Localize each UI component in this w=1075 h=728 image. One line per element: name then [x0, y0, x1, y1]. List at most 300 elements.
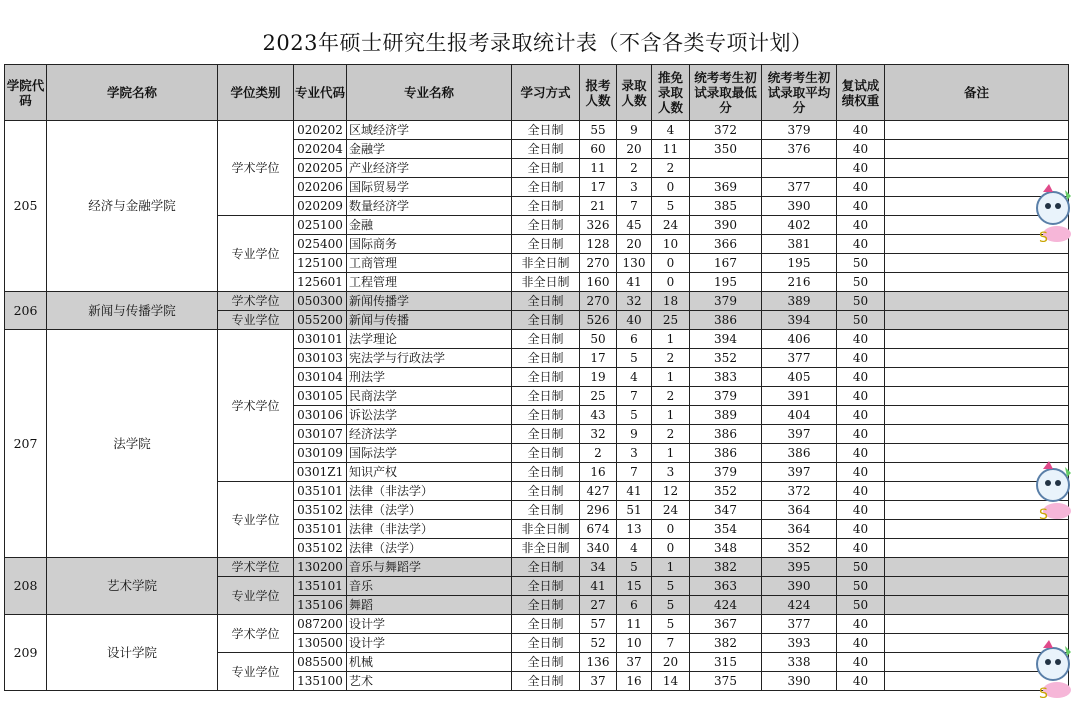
header-major-name: 专业名称 — [347, 65, 512, 121]
degree-type: 学术学位 — [218, 121, 294, 216]
major-code: 125601 — [294, 273, 347, 292]
major-name: 经济法学 — [347, 425, 512, 444]
study-mode: 非全日制 — [512, 539, 580, 558]
major-name: 工程管理 — [347, 273, 512, 292]
recommended: 5 — [652, 596, 690, 615]
avg-score: 377 — [762, 615, 837, 634]
study-mode: 全日制 — [512, 292, 580, 311]
cartoon-sticker-icon — [1027, 455, 1075, 527]
recommended: 2 — [652, 349, 690, 368]
avg-score: 395 — [762, 558, 837, 577]
applicants: 270 — [580, 292, 617, 311]
retest-weight: 50 — [837, 596, 885, 615]
admitted: 3 — [617, 444, 652, 463]
table-row — [5, 558, 1069, 577]
avg-score: 381 — [762, 235, 837, 254]
admitted: 13 — [617, 520, 652, 539]
major-code: 035102 — [294, 539, 347, 558]
major-code: 035101 — [294, 520, 347, 539]
study-mode: 全日制 — [512, 406, 580, 425]
study-mode: 全日制 — [512, 387, 580, 406]
major-code: 025100 — [294, 216, 347, 235]
cartoon-sticker-icon — [1027, 634, 1075, 706]
admitted: 5 — [617, 406, 652, 425]
min-score: 363 — [690, 577, 762, 596]
min-score: 352 — [690, 482, 762, 501]
recommended: 2 — [652, 425, 690, 444]
major-name: 数量经济学 — [347, 197, 512, 216]
admitted: 11 — [617, 615, 652, 634]
retest-weight: 40 — [837, 140, 885, 159]
study-mode: 全日制 — [512, 140, 580, 159]
header-major-code: 专业代码 — [294, 65, 347, 121]
applicants: 160 — [580, 273, 617, 292]
admitted: 40 — [617, 311, 652, 330]
recommended: 24 — [652, 216, 690, 235]
avg-score: 377 — [762, 178, 837, 197]
table-row — [5, 292, 1069, 311]
applicants: 60 — [580, 140, 617, 159]
major-name: 工商管理 — [347, 254, 512, 273]
college-name: 新闻与传播学院 — [47, 292, 218, 330]
recommended: 7 — [652, 634, 690, 653]
remarks-cell — [885, 387, 1069, 406]
remarks-cell — [885, 406, 1069, 425]
applicants: 19 — [580, 368, 617, 387]
header-applicants: 报考人数 — [580, 65, 617, 121]
college-code: 209 — [5, 615, 47, 691]
min-score: 390 — [690, 216, 762, 235]
min-score: 375 — [690, 672, 762, 691]
study-mode: 全日制 — [512, 615, 580, 634]
remarks-cell — [885, 273, 1069, 292]
admitted: 6 — [617, 596, 652, 615]
avg-score: 338 — [762, 653, 837, 672]
min-score: 167 — [690, 254, 762, 273]
min-score: 385 — [690, 197, 762, 216]
major-code: 085500 — [294, 653, 347, 672]
admitted: 6 — [617, 330, 652, 349]
avg-score: 402 — [762, 216, 837, 235]
college-code: 207 — [5, 330, 47, 558]
avg-score: 390 — [762, 577, 837, 596]
recommended: 1 — [652, 330, 690, 349]
study-mode: 全日制 — [512, 159, 580, 178]
header-college-name: 学院名称 — [47, 65, 218, 121]
college-name: 艺术学院 — [47, 558, 218, 615]
retest-weight: 40 — [837, 387, 885, 406]
degree-type: 专业学位 — [218, 482, 294, 558]
retest-weight: 40 — [837, 197, 885, 216]
remarks-cell — [885, 121, 1069, 140]
major-name: 诉讼法学 — [347, 406, 512, 425]
min-score: 367 — [690, 615, 762, 634]
major-code: 130500 — [294, 634, 347, 653]
avg-score: 397 — [762, 463, 837, 482]
recommended: 11 — [652, 140, 690, 159]
min-score: 379 — [690, 463, 762, 482]
study-mode: 非全日制 — [512, 520, 580, 539]
major-name: 法律（法学） — [347, 539, 512, 558]
major-code: 030105 — [294, 387, 347, 406]
recommended: 1 — [652, 444, 690, 463]
admitted: 2 — [617, 159, 652, 178]
major-code: 020209 — [294, 197, 347, 216]
min-score: 424 — [690, 596, 762, 615]
avg-score: 376 — [762, 140, 837, 159]
recommended: 24 — [652, 501, 690, 520]
retest-weight: 40 — [837, 349, 885, 368]
avg-score: 394 — [762, 311, 837, 330]
major-name: 法律（非法学） — [347, 482, 512, 501]
min-score: 394 — [690, 330, 762, 349]
avg-score: 377 — [762, 349, 837, 368]
avg-score: 352 — [762, 539, 837, 558]
major-name: 舞蹈 — [347, 596, 512, 615]
retest-weight: 50 — [837, 273, 885, 292]
retest-weight: 40 — [837, 444, 885, 463]
remarks-cell — [885, 539, 1069, 558]
admitted: 5 — [617, 558, 652, 577]
recommended: 0 — [652, 254, 690, 273]
study-mode: 全日制 — [512, 501, 580, 520]
retest-weight: 40 — [837, 159, 885, 178]
major-name: 音乐与舞蹈学 — [347, 558, 512, 577]
major-code: 135101 — [294, 577, 347, 596]
major-name: 国际商务 — [347, 235, 512, 254]
retest-weight: 40 — [837, 653, 885, 672]
major-name: 音乐 — [347, 577, 512, 596]
admitted: 15 — [617, 577, 652, 596]
major-code: 030107 — [294, 425, 347, 444]
major-name: 国际法学 — [347, 444, 512, 463]
remarks-cell — [885, 577, 1069, 596]
major-name: 宪法学与行政法学 — [347, 349, 512, 368]
retest-weight: 40 — [837, 235, 885, 254]
avg-score: 195 — [762, 254, 837, 273]
applicants: 37 — [580, 672, 617, 691]
major-code: 030109 — [294, 444, 347, 463]
admitted: 130 — [617, 254, 652, 273]
applicants: 136 — [580, 653, 617, 672]
min-score: 382 — [690, 558, 762, 577]
recommended: 14 — [652, 672, 690, 691]
recommended: 0 — [652, 520, 690, 539]
degree-type: 学术学位 — [218, 292, 294, 311]
admitted: 45 — [617, 216, 652, 235]
major-name: 新闻与传播 — [347, 311, 512, 330]
retest-weight: 50 — [837, 254, 885, 273]
retest-weight: 40 — [837, 672, 885, 691]
avg-score: 406 — [762, 330, 837, 349]
table-row — [5, 330, 1069, 349]
min-score: 348 — [690, 539, 762, 558]
admitted: 20 — [617, 140, 652, 159]
min-score: 383 — [690, 368, 762, 387]
remarks-cell — [885, 330, 1069, 349]
retest-weight: 50 — [837, 292, 885, 311]
study-mode: 全日制 — [512, 596, 580, 615]
remarks-cell — [885, 349, 1069, 368]
avg-score: 364 — [762, 520, 837, 539]
min-score: 386 — [690, 311, 762, 330]
remarks-cell — [885, 159, 1069, 178]
degree-type: 专业学位 — [218, 216, 294, 292]
major-name: 民商法学 — [347, 387, 512, 406]
retest-weight: 40 — [837, 501, 885, 520]
major-name: 金融 — [347, 216, 512, 235]
major-name: 法律（法学） — [347, 501, 512, 520]
study-mode: 全日制 — [512, 444, 580, 463]
avg-score: 372 — [762, 482, 837, 501]
applicants: 41 — [580, 577, 617, 596]
major-code: 020205 — [294, 159, 347, 178]
min-score: 354 — [690, 520, 762, 539]
header-weight: 复试成绩权重 — [837, 65, 885, 121]
header-admitted: 录取人数 — [617, 65, 652, 121]
major-code: 050300 — [294, 292, 347, 311]
major-code: 035101 — [294, 482, 347, 501]
avg-score: 397 — [762, 425, 837, 444]
major-name: 法律（非法学） — [347, 520, 512, 539]
applicants: 43 — [580, 406, 617, 425]
study-mode: 非全日制 — [512, 273, 580, 292]
major-code: 087200 — [294, 615, 347, 634]
min-score: 379 — [690, 292, 762, 311]
min-score: 382 — [690, 634, 762, 653]
study-mode: 全日制 — [512, 330, 580, 349]
svg-text:S: S — [1039, 230, 1048, 246]
study-mode: 全日制 — [512, 178, 580, 197]
recommended: 5 — [652, 197, 690, 216]
recommended: 1 — [652, 558, 690, 577]
retest-weight: 40 — [837, 520, 885, 539]
recommended: 0 — [652, 178, 690, 197]
applicants: 128 — [580, 235, 617, 254]
study-mode: 全日制 — [512, 634, 580, 653]
admitted: 3 — [617, 178, 652, 197]
applicants: 16 — [580, 463, 617, 482]
applicants: 32 — [580, 425, 617, 444]
recommended: 12 — [652, 482, 690, 501]
min-score: 372 — [690, 121, 762, 140]
major-code: 020206 — [294, 178, 347, 197]
table-row — [5, 615, 1069, 634]
applicants: 57 — [580, 615, 617, 634]
admitted: 7 — [617, 387, 652, 406]
remarks-cell — [885, 596, 1069, 615]
retest-weight: 40 — [837, 216, 885, 235]
admitted: 9 — [617, 121, 652, 140]
retest-weight: 40 — [837, 330, 885, 349]
retest-weight: 40 — [837, 368, 885, 387]
admitted: 7 — [617, 463, 652, 482]
admitted: 41 — [617, 273, 652, 292]
major-code: 030103 — [294, 349, 347, 368]
study-mode: 全日制 — [512, 368, 580, 387]
avg-score: 389 — [762, 292, 837, 311]
major-code: 025400 — [294, 235, 347, 254]
major-code: 125100 — [294, 254, 347, 273]
college-name: 法学院 — [47, 330, 218, 558]
retest-weight: 40 — [837, 539, 885, 558]
admitted: 16 — [617, 672, 652, 691]
admitted: 20 — [617, 235, 652, 254]
recommended: 1 — [652, 368, 690, 387]
admitted: 51 — [617, 501, 652, 520]
min-score: 347 — [690, 501, 762, 520]
applicants: 270 — [580, 254, 617, 273]
major-name: 法学理论 — [347, 330, 512, 349]
page-title: 2023年硕士研究生报考录取统计表（不含各类专项计划） — [262, 31, 813, 55]
major-code: 0301Z1 — [294, 463, 347, 482]
avg-score: 364 — [762, 501, 837, 520]
major-name: 艺术 — [347, 672, 512, 691]
min-score — [690, 159, 762, 178]
applicants: 526 — [580, 311, 617, 330]
study-mode: 全日制 — [512, 349, 580, 368]
header-study-mode: 学习方式 — [512, 65, 580, 121]
applicants: 21 — [580, 197, 617, 216]
avg-score — [762, 159, 837, 178]
header-college-code: 学院代码 — [5, 65, 47, 121]
college-code: 208 — [5, 558, 47, 615]
avg-score: 216 — [762, 273, 837, 292]
study-mode: 全日制 — [512, 197, 580, 216]
major-name: 机械 — [347, 653, 512, 672]
applicants: 326 — [580, 216, 617, 235]
retest-weight: 40 — [837, 425, 885, 444]
study-mode: 全日制 — [512, 653, 580, 672]
applicants: 50 — [580, 330, 617, 349]
study-mode: 全日制 — [512, 482, 580, 501]
degree-type: 专业学位 — [218, 311, 294, 330]
major-name: 产业经济学 — [347, 159, 512, 178]
college-code: 205 — [5, 121, 47, 292]
avg-score: 390 — [762, 672, 837, 691]
study-mode: 全日制 — [512, 463, 580, 482]
major-code: 135106 — [294, 596, 347, 615]
retest-weight: 40 — [837, 406, 885, 425]
retest-weight: 40 — [837, 634, 885, 653]
study-mode: 全日制 — [512, 425, 580, 444]
header-recommended: 推免录取人数 — [652, 65, 690, 121]
remarks-cell — [885, 254, 1069, 273]
recommended: 25 — [652, 311, 690, 330]
recommended: 3 — [652, 463, 690, 482]
admitted: 4 — [617, 368, 652, 387]
admitted: 7 — [617, 197, 652, 216]
retest-weight: 40 — [837, 482, 885, 501]
degree-type: 学术学位 — [218, 558, 294, 577]
major-code: 030106 — [294, 406, 347, 425]
retest-weight: 40 — [837, 121, 885, 140]
major-name: 金融学 — [347, 140, 512, 159]
avg-score: 386 — [762, 444, 837, 463]
table-header-row — [5, 65, 1069, 121]
recommended: 2 — [652, 387, 690, 406]
major-code: 035102 — [294, 501, 347, 520]
major-code: 055200 — [294, 311, 347, 330]
study-mode: 全日制 — [512, 577, 580, 596]
recommended: 20 — [652, 653, 690, 672]
applicants: 55 — [580, 121, 617, 140]
applicants: 17 — [580, 178, 617, 197]
major-code: 130200 — [294, 558, 347, 577]
min-score: 315 — [690, 653, 762, 672]
header-min-score: 统考考生初试录取最低分 — [690, 65, 762, 121]
applicants: 296 — [580, 501, 617, 520]
avg-score: 390 — [762, 197, 837, 216]
remarks-cell — [885, 425, 1069, 444]
degree-type: 学术学位 — [218, 615, 294, 653]
svg-text:S: S — [1039, 507, 1048, 523]
min-score: 350 — [690, 140, 762, 159]
study-mode: 全日制 — [512, 216, 580, 235]
degree-type: 专业学位 — [218, 577, 294, 615]
retest-weight: 40 — [837, 463, 885, 482]
min-score: 352 — [690, 349, 762, 368]
min-score: 379 — [690, 387, 762, 406]
college-name: 经济与金融学院 — [47, 121, 218, 292]
min-score: 389 — [690, 406, 762, 425]
applicants: 427 — [580, 482, 617, 501]
admitted: 5 — [617, 349, 652, 368]
avg-score: 393 — [762, 634, 837, 653]
study-mode: 非全日制 — [512, 254, 580, 273]
admitted: 9 — [617, 425, 652, 444]
header-degree-type: 学位类别 — [218, 65, 294, 121]
header-avg-score: 统考考生初试录取平均分 — [762, 65, 837, 121]
recommended: 4 — [652, 121, 690, 140]
degree-type: 学术学位 — [218, 330, 294, 482]
recommended: 5 — [652, 577, 690, 596]
applicants: 52 — [580, 634, 617, 653]
table-row — [5, 121, 1069, 140]
major-code: 030101 — [294, 330, 347, 349]
avg-score: 391 — [762, 387, 837, 406]
admitted: 41 — [617, 482, 652, 501]
study-mode: 全日制 — [512, 558, 580, 577]
retest-weight: 40 — [837, 178, 885, 197]
major-name: 设计学 — [347, 634, 512, 653]
applicants: 34 — [580, 558, 617, 577]
svg-text:S: S — [1039, 686, 1048, 702]
admitted: 10 — [617, 634, 652, 653]
recommended: 0 — [652, 539, 690, 558]
min-score: 369 — [690, 178, 762, 197]
recommended: 2 — [652, 159, 690, 178]
major-name: 刑法学 — [347, 368, 512, 387]
recommended: 0 — [652, 273, 690, 292]
remarks-cell — [885, 615, 1069, 634]
major-code: 135100 — [294, 672, 347, 691]
recommended: 10 — [652, 235, 690, 254]
major-name: 国际贸易学 — [347, 178, 512, 197]
applicants: 25 — [580, 387, 617, 406]
remarks-cell — [885, 311, 1069, 330]
retest-weight: 50 — [837, 558, 885, 577]
avg-score: 379 — [762, 121, 837, 140]
retest-weight: 50 — [837, 311, 885, 330]
retest-weight: 50 — [837, 577, 885, 596]
study-mode: 全日制 — [512, 672, 580, 691]
avg-score: 424 — [762, 596, 837, 615]
retest-weight: 40 — [837, 615, 885, 634]
major-code: 020202 — [294, 121, 347, 140]
min-score: 386 — [690, 425, 762, 444]
applicants: 17 — [580, 349, 617, 368]
